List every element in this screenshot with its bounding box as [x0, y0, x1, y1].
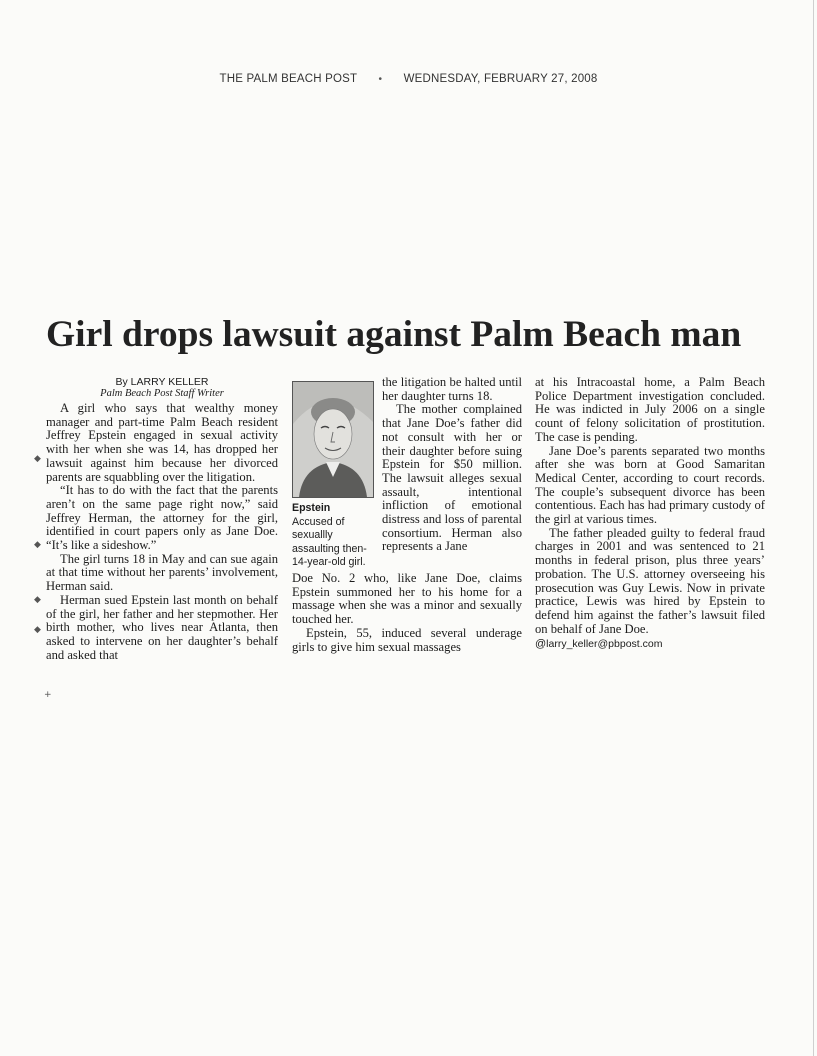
caption-name: Epstein — [292, 502, 331, 514]
paragraph: Epstein, 55, induced several underage girls to give him sexual massages — [292, 625, 522, 654]
paragraph: Jane Doe’s parents separated two months after she was born at Good Samaritan Medical Center, according to court records. The couple’s subsequent divorce has been contentious. Each has had primary custody of the girl at various times. — [535, 443, 765, 527]
article-column-1 — [46, 376, 278, 662]
paragraph: The girl turns 18 in May and can sue again at that time without her parents’ involvement, Herman said. — [46, 551, 278, 594]
epstein-photo — [292, 381, 374, 498]
paragraph: Doe No. 2 who, like Jane Doe, claims Epstein summoned her to his home for a massage when she was a minor and sexually touched her. — [292, 571, 522, 627]
publication-date: WEDNESDAY, FEBRUARY 27, 2008 — [403, 73, 598, 85]
caption-text: Accused of sexuallly assaulting then-14-year-old girl. — [292, 515, 367, 569]
article-column-4 — [535, 376, 765, 652]
paragraph: The father pleaded guilty to federal fraud charges in 2001 and was sentenced to 21 months in federal prison, plus three years’ probation. The U.S. attorney overseeing his prosecution was Guy Lewis. Now in private practice, Lewis was hired by Epstein to defend him against the father’s lawsuit filed on behalf of Jane Doe. — [535, 525, 765, 636]
dateline-separator: • — [378, 74, 383, 85]
scan-speck: + — [44, 690, 52, 700]
dateline — [0, 73, 817, 85]
byline-author: By LARRY KELLER — [115, 376, 209, 388]
paragraph: at his Intracoastal home, a Palm Beach Police Department investigation concluded. He was indicted in July 2006 on a single count of felony solicitation of prostitution. The case is pending. — [535, 375, 765, 444]
page-edge-line — [813, 0, 814, 1056]
email-address: larry_keller@pbpost.com — [546, 638, 663, 651]
paragraph: “It has to do with the fact that the parents aren’t on the same page right now,” said Jeffrey Herman, the attorney for the girl, identified in court papers only as Jane Doe. “It’s like a sideshow.” — [46, 483, 278, 553]
article-column-3-wide — [292, 572, 522, 654]
article-column-3-narrow — [382, 376, 522, 554]
paragraph: Herman sued Epstein last month on behalf of the girl, her father and her stepmother. Her birth mother, who lives near Atlanta, then asked to intervene on her daughter’s behalf and asked that — [46, 592, 278, 662]
byline — [46, 376, 278, 400]
paragraph: the litigation be halted until her daughter turns 18. — [382, 375, 522, 403]
scan-speck: ◆ — [34, 540, 41, 550]
paragraph: The mother complained that Jane Doe’s father did not consult with her or their daughter before suing Epstein for $50 million. The lawsuit alleges sexual assault, intentional infliction of emotional distress and loss of parental consortium. Herman also represents a Jane — [382, 402, 522, 554]
scan-speck: ◆ — [34, 625, 41, 635]
paragraph: A girl who says that wealthy money manager and part-time Palm Beach resident Jeffrey Epstein engaged in sexual activity with her when she was 14, has dropped her lawsuit against him because her divorced parents are squabbling over the litigation. — [46, 401, 278, 484]
photo-caption — [292, 502, 378, 570]
scan-speck: ◆ — [34, 595, 41, 605]
author-email — [535, 638, 765, 652]
scan-speck: ◆ — [34, 454, 41, 464]
portrait-image — [293, 382, 373, 497]
email-icon: @ — [535, 638, 547, 651]
byline-title: Palm Beach Post Staff Writer — [100, 388, 224, 399]
headline: Girl drops lawsuit against Palm Beach man — [46, 314, 742, 355]
newspaper-name: THE PALM BEACH POST — [219, 73, 358, 85]
